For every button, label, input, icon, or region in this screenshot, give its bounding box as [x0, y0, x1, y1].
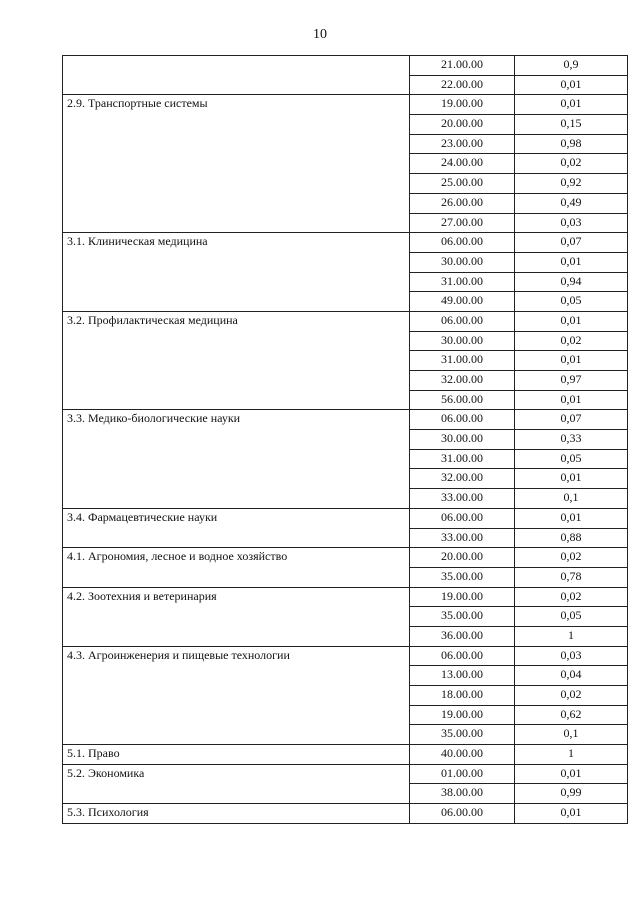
specialty-code-cell: 19.00.00: [410, 705, 515, 725]
direction-cell: 5.1. Право: [63, 745, 410, 765]
coefficient-cell: 0,07: [515, 410, 628, 430]
coefficient-cell: 0,07: [515, 233, 628, 253]
specialty-code-cell: 35.00.00: [410, 567, 515, 587]
specialty-code-cell: 35.00.00: [410, 607, 515, 627]
specialty-code-cell: 25.00.00: [410, 174, 515, 194]
direction-cell: [63, 56, 410, 95]
specialty-code-cell: 30.00.00: [410, 252, 515, 272]
coefficient-cell: 0,78: [515, 567, 628, 587]
coefficient-cell: 0,01: [515, 390, 628, 410]
coefficient-cell: 0,02: [515, 587, 628, 607]
coefficient-cell: 0,04: [515, 666, 628, 686]
coefficient-cell: 0,01: [515, 508, 628, 528]
table-row: [63, 95, 628, 115]
coefficient-cell: 0,01: [515, 95, 628, 115]
coefficient-cell: 0,02: [515, 548, 628, 568]
coefficient-cell: 1: [515, 626, 628, 646]
direction-cell: 4.3. Агроинженерия и пищевые технологии: [63, 646, 410, 744]
specialty-code-cell: 22.00.00: [410, 75, 515, 95]
coefficient-cell: 0,15: [515, 115, 628, 135]
coefficients-table: [62, 55, 628, 824]
direction-cell: 2.9. Транспортные системы: [63, 95, 410, 233]
specialty-code-cell: 35.00.00: [410, 725, 515, 745]
coefficient-cell: 1: [515, 745, 628, 765]
specialty-code-cell: 31.00.00: [410, 449, 515, 469]
coefficient-cell: 0,01: [515, 351, 628, 371]
specialty-code-cell: 49.00.00: [410, 292, 515, 312]
specialty-code-cell: 06.00.00: [410, 410, 515, 430]
coefficient-cell: 0,05: [515, 449, 628, 469]
coefficient-cell: 0,01: [515, 311, 628, 331]
table-row: [63, 804, 628, 824]
table-row: [63, 587, 628, 607]
specialty-code-cell: 27.00.00: [410, 213, 515, 233]
coefficient-cell: 0,01: [515, 804, 628, 824]
coefficient-cell: 0,01: [515, 764, 628, 784]
table-row: [63, 233, 628, 253]
coefficient-cell: 0,1: [515, 725, 628, 745]
specialty-code-cell: 06.00.00: [410, 804, 515, 824]
coefficient-cell: 0,98: [515, 134, 628, 154]
table-row: [63, 646, 628, 666]
coefficient-cell: 0,01: [515, 469, 628, 489]
specialty-code-cell: 06.00.00: [410, 311, 515, 331]
specialty-code-cell: 36.00.00: [410, 626, 515, 646]
direction-cell: 3.2. Профилактическая медицина: [63, 311, 410, 409]
specialty-code-cell: 33.00.00: [410, 528, 515, 548]
specialty-code-cell: 40.00.00: [410, 745, 515, 765]
coefficient-cell: 0,05: [515, 292, 628, 312]
coefficient-cell: 0,05: [515, 607, 628, 627]
specialty-code-cell: 30.00.00: [410, 430, 515, 450]
coefficient-cell: 0,02: [515, 331, 628, 351]
specialty-code-cell: 13.00.00: [410, 666, 515, 686]
specialty-code-cell: 06.00.00: [410, 233, 515, 253]
direction-cell: 3.4. Фармацевтические науки: [63, 508, 410, 547]
coefficient-cell: 0,97: [515, 371, 628, 391]
coefficient-cell: 0,03: [515, 646, 628, 666]
page-number: 10: [313, 27, 327, 42]
coefficient-cell: 0,88: [515, 528, 628, 548]
coefficient-cell: 0,99: [515, 784, 628, 804]
table-row: [63, 311, 628, 331]
specialty-code-cell: 24.00.00: [410, 154, 515, 174]
specialty-code-cell: 01.00.00: [410, 764, 515, 784]
coefficient-cell: 0,01: [515, 75, 628, 95]
specialty-code-cell: 30.00.00: [410, 331, 515, 351]
table-row: [63, 548, 628, 568]
table-row: [63, 508, 628, 528]
direction-cell: 5.3. Психология: [63, 804, 410, 824]
direction-cell: 5.2. Экономика: [63, 764, 410, 803]
coefficient-cell: 0,49: [515, 193, 628, 213]
specialty-code-cell: 31.00.00: [410, 272, 515, 292]
coefficient-cell: 0,9: [515, 56, 628, 76]
direction-cell: 4.1. Агрономия, лесное и водное хозяйство: [63, 548, 410, 587]
specialty-code-cell: 20.00.00: [410, 115, 515, 135]
direction-cell: 4.2. Зоотехния и ветеринария: [63, 587, 410, 646]
specialty-code-cell: 26.00.00: [410, 193, 515, 213]
specialty-code-cell: 31.00.00: [410, 351, 515, 371]
specialty-code-cell: 56.00.00: [410, 390, 515, 410]
specialty-code-cell: 06.00.00: [410, 646, 515, 666]
specialty-code-cell: 23.00.00: [410, 134, 515, 154]
coefficient-cell: 0,02: [515, 154, 628, 174]
table-row: [63, 410, 628, 430]
coefficient-cell: 0,92: [515, 174, 628, 194]
table-body: [63, 56, 628, 824]
coefficient-cell: 0,01: [515, 252, 628, 272]
coefficient-cell: 0,62: [515, 705, 628, 725]
coefficient-cell: 0,33: [515, 430, 628, 450]
specialty-code-cell: 32.00.00: [410, 469, 515, 489]
specialty-code-cell: 33.00.00: [410, 489, 515, 509]
specialty-code-cell: 19.00.00: [410, 587, 515, 607]
coefficient-cell: 0,03: [515, 213, 628, 233]
direction-cell: 3.1. Клиническая медицина: [63, 233, 410, 312]
specialty-code-cell: 19.00.00: [410, 95, 515, 115]
specialty-code-cell: 06.00.00: [410, 508, 515, 528]
table-row: [63, 745, 628, 765]
table-row: [63, 56, 628, 76]
coefficient-cell: 0,02: [515, 686, 628, 706]
specialty-code-cell: 18.00.00: [410, 686, 515, 706]
specialty-code-cell: 20.00.00: [410, 548, 515, 568]
coefficient-cell: 0,94: [515, 272, 628, 292]
table-row: [63, 764, 628, 784]
specialty-code-cell: 38.00.00: [410, 784, 515, 804]
direction-cell: 3.3. Медико-биологические науки: [63, 410, 410, 508]
coefficient-cell: 0,1: [515, 489, 628, 509]
specialty-code-cell: 32.00.00: [410, 371, 515, 391]
specialty-code-cell: 21.00.00: [410, 56, 515, 76]
